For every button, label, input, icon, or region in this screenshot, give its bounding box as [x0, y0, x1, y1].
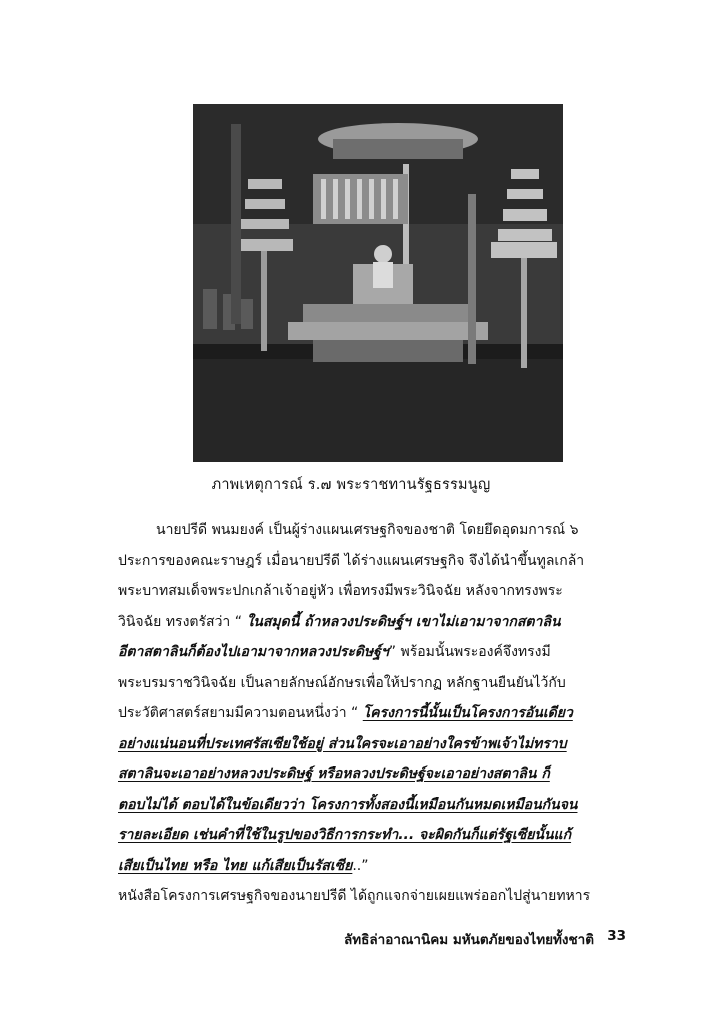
- main-paragraph: [118, 515, 638, 912]
- text-run: ประวัติศาสตร์สยามมีความตอนหนึ่งว่า “: [118, 705, 363, 721]
- royal-quote-text: โครงการนี้นั้นเป็นโครงการอันเดียว: [362, 705, 573, 721]
- royal-quote-text: เสียเป็นไทย หรือ ไทย แก้เสียเป็นรัสเซีย: [118, 857, 353, 874]
- paragraph-line: [118, 851, 638, 882]
- paragraph-line: [118, 790, 638, 821]
- text-run: พระบรมราชวินิจฉัย เป็นลายลักษณ์อักษรเพื่อให้ปรากฏ หลักฐานยืนยันไว้กับ: [118, 674, 566, 691]
- page-footer: [0, 928, 702, 952]
- royal-quote-text: ตอบไม่ได้ ตอบได้ในข้อเดียวว่า โครงการทั้งสองนี้เหมือนกันหมดเหมือนกันจน: [118, 796, 578, 813]
- paragraph-line: [118, 759, 638, 790]
- paragraph-line: [118, 668, 638, 699]
- text-run: ” พร้อมนั้นพระองค์จึงทรงมี: [388, 644, 551, 660]
- book-title: ลัทธิล่าอาณานิคม มหันตภัยของไทยทั้งชาติ: [343, 932, 594, 948]
- text-run: หนังสือโครงการเศรษฐกิจของนายปรีดี ได้ถูกแจกจ่ายเผยแพร่ออกไปสู่นายทหาร: [118, 888, 591, 904]
- paragraph-line: [118, 637, 638, 668]
- paragraph-line: [118, 515, 638, 546]
- text-run: ..”: [352, 857, 369, 874]
- royal-quote-text: อีตาสตาลินก็ต้องไปเอามาจากหลวงประดิษฐ์ฯ: [118, 644, 389, 660]
- text-run: วินิจฉัย ทรงตรัสว่า “: [118, 613, 247, 630]
- paragraph-line: [118, 698, 638, 729]
- figure-caption: ภาพเหตุการณ์ ร.๗ พระราชทานรัฐธรรมนูญ: [211, 477, 491, 493]
- throne-hall-image: [193, 104, 563, 462]
- royal-quote-text: สตาลินจะเอาอย่างหลวงประดิษฐ์ หรือหลวงประดิษฐ์จะเอาอย่างสตาลิน ก็: [118, 766, 550, 782]
- paragraph-line: [118, 607, 638, 638]
- royal-quote-text: ในสมุดนี้ ถ้าหลวงประดิษฐ์ฯ เขาไม่เอามาจากสตาลิน: [246, 613, 561, 630]
- paragraph-line: [118, 576, 638, 607]
- royal-quote-text: อย่างแน่นอนที่ประเทศรัสเซียใช้อยู่ ส่วนใครจะเอาอย่างใครข้าพเจ้าไม่ทราบ: [118, 735, 567, 752]
- text-run: พระบาทสมเด็จพระปกเกล้าเจ้าอยู่หัว เพื่อทรงมีพระวินิจฉัย หลังจากทรงพระ: [118, 583, 563, 599]
- paragraph-line: [118, 546, 638, 577]
- royal-quote-text: รายละเอียด เช่นคำที่ใช้ในรูปของวิธีการกระทำ... จะผิดกันก็แต่รัฐเซียนั้นแก้: [118, 827, 572, 843]
- paragraph-line: [118, 820, 638, 851]
- text-run: นายปรีดี พนมยงค์ เป็นผู้ร่างแผนเศรษฐกิจของชาติ โดยยึดอุดมการณ์ ๖: [156, 522, 579, 538]
- paragraph-line: [118, 729, 638, 760]
- page-number: 33: [607, 928, 626, 944]
- text-run: ประการของคณะราษฎร์ เมื่อนายปรีดี ได้ร่างแผนเศรษฐกิจ จึงได้นำขึ้นทูลเกล้า: [118, 552, 585, 569]
- historical-photo: [193, 104, 563, 462]
- paragraph-line: [118, 881, 638, 912]
